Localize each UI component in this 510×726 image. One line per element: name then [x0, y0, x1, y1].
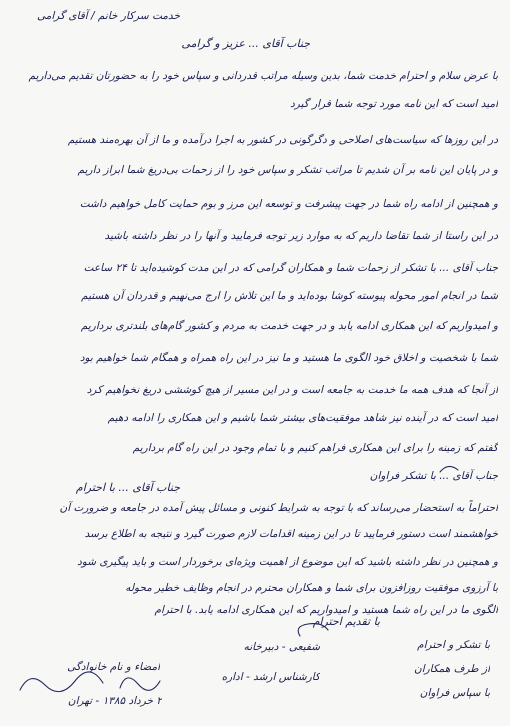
paragraph2-line: الگوی ما در این راه شما هستید و امیدواریم که این همکاری ادامه یابد. با احترام: [154, 604, 498, 616]
letter-opening: خدمت سرکار خانم / آقای گرامی: [36, 10, 180, 22]
paragraph2-line: و همچنین در نظر داشته باشید که این موضوع از اهمیت ویژه‌ای برخوردار است و باید پیگیری شود: [77, 556, 498, 568]
paragraph-line: در این روزها که سیاست‌های اصلاحی و دگرگونی در کشور به اجرا درآمده و ما از آن بهره‌مند هستیم: [67, 134, 498, 146]
signature-middle-1: شفیعی - دبیرخانه: [243, 641, 320, 653]
paragraph-line: و امیدواریم که این همکاری ادامه یابد و در جهت خدمت به مردم و کشور گام‌های بلندتری برداریم: [80, 320, 498, 332]
signature-right-1: امضاء و نام خانوادگی: [67, 661, 160, 673]
paragraph-line: امید است که این نامه مورد توجه شما قرار گیرد: [290, 98, 498, 110]
paragraph-line: جناب آقای ... با تشکر از زحمات شما و همکاران گرامی که در این مدت کوشیده‌اید تا ۲۴ ساعت: [83, 262, 498, 274]
paragraph-line: جناب آقای ... با تشکر فراوان: [369, 470, 498, 482]
section2-heading: جناب آقای ... با احترام: [75, 481, 180, 494]
paragraph-line: از آنجا که هدف همه ما خدمت به جامعه است و در این مسیر از هیچ کوششی دریغ نخواهیم کرد: [86, 384, 498, 396]
signature-middle-2: کارشناس ارشد - اداره: [221, 671, 320, 683]
paragraph2-line: خواهشمند است دستور فرمایید تا در این زمینه اقدامات لازم صورت گیرد و نتیجه به اطلاع برسد: [84, 528, 498, 540]
signature-left-1: با تشکر و احترام: [417, 639, 490, 651]
paragraph2-line: احتراماً به استحضار می‌رساند که با توجه به شرایط کنونی و مسائل پیش آمده در جامعه و ضرورت آن: [59, 502, 498, 514]
paragraph-line: شما در انجام امور محوله پیوسته کوشا بوده‌اید و ما این تلاش را ارج می‌نهیم و قدردان آن هستیم: [81, 290, 498, 302]
signature-left-3: با سپاس فراوان: [419, 687, 490, 699]
paragraph-line: امید است که در آینده نیز شاهد موفقیت‌های بیشتر شما باشیم و این همکاری را ادامه دهیم: [107, 412, 498, 424]
paragraph-line: شما با شخصیت و اخلاق خود الگوی ما هستید و ما نیز در این راه همراه و همگام شما خواهیم بود: [79, 352, 498, 364]
letter-closing: با تقدیم احترام: [312, 615, 380, 628]
letter-salutation: جناب آقای ... عزیز و گرامی: [181, 37, 310, 50]
paragraph-line: با عرض سلام و احترام خدمت شما، بدین وسیله مراتب قدردانی و سپاس خود را به حضورتان تقدیم می‌داریم: [28, 70, 498, 82]
letter-date: ۲ خرداد ۱۳۸۵ - تهران: [67, 695, 162, 707]
paragraph2-line: با آرزوی موفقیت روزافزون برای شما و همکاران محترم در انجام وظایف خطیر محوله: [125, 582, 498, 594]
paragraph-line: گفتم که زمینه را برای این همکاری فراهم کنیم و با تمام وجود در این راه گام برداریم: [132, 442, 498, 454]
signature-left-2: از طرف همکاران: [413, 663, 490, 675]
paragraph-line: و همچنین از ادامه راه شما در جهت پیشرفت و توسعه این مرز و بوم حمایت کامل خواهیم داشت: [79, 198, 498, 210]
paragraph-line: و در پایان این نامه بر آن شدیم تا مراتب تشکر و سپاس خود را از زحمات بی‌دریغ شما ابراز داریم: [77, 164, 498, 176]
paragraph-line: در این راستا از شما تقاضا داریم که به موارد زیر توجه فرمایید و آنها را در نظر داشته باشید: [104, 230, 498, 242]
